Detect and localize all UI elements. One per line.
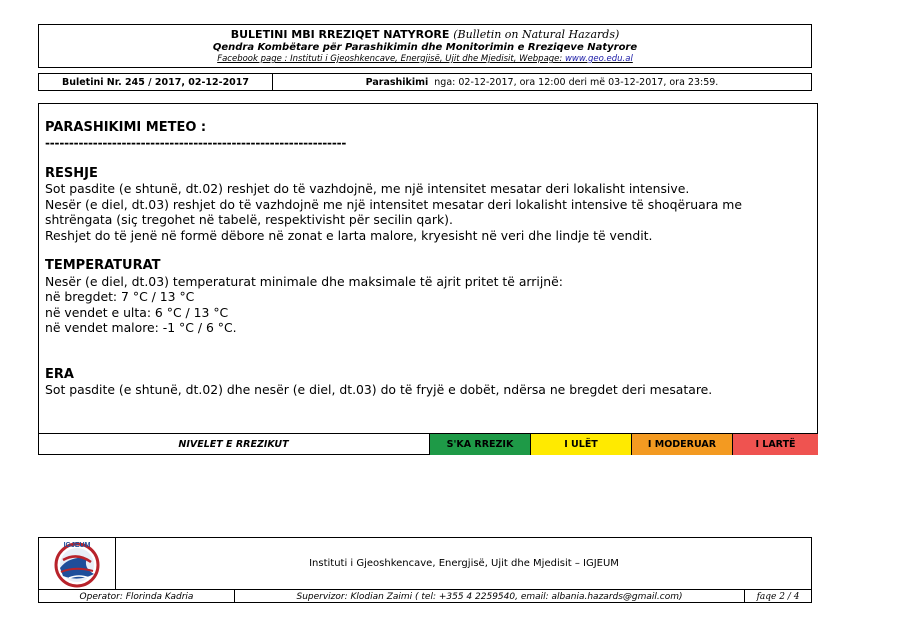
header-title-line — [39, 28, 811, 41]
igjeum-logo — [39, 538, 116, 589]
reshje-line-2: Nesër (e diel, dt.03) reshjet do të vazhdojnë me një intensitet mesatar deri lokalisht intensive të shoqëruara me — [45, 196, 742, 212]
era-line-1: Sot pasdite (e shtunë, dt.02) dhe nesër (e diel, dt.03) do të fryjë e dobët, ndërsa ne bregdet deri mesatare. — [45, 382, 713, 397]
forecast-period — [273, 74, 811, 90]
footer-operator: Operator: Florinda Kadria — [39, 590, 235, 603]
meteo-heading: PARASHIKIMI METEO : — [45, 120, 207, 135]
risk-level-high: I LARTË — [733, 434, 818, 455]
header-subtitle: (Bulletin on Natural Hazards) — [453, 28, 620, 41]
temperaturat-line-4: në vendet malore: -1 °C / 6 °C. — [45, 320, 237, 335]
reshje-title: RESHJE — [45, 165, 98, 181]
section-temperaturat — [45, 258, 809, 336]
footer-organization: Instituti i Gjeoshkencave, Energjisë, Ujit dhe Mjedisit – IGJEUM — [309, 558, 619, 569]
forecast-text: nga: 02-12-2017, ora 12:00 deri më 03-12-2017, ora 23:59. — [434, 76, 719, 88]
meteo-forecast-box — [38, 103, 818, 455]
footer-page-number: faqe 2 / 4 — [756, 591, 800, 602]
bulletin-footer — [38, 537, 812, 603]
risk-level-none: S'KA RREZIK — [430, 434, 531, 455]
bulletin-info-row — [38, 73, 812, 91]
webpage-link[interactable]: www.geo.edu.al — [564, 54, 633, 64]
facebook-text: Facebook page : Instituti i Gjeoshkencave, Energjisë, Ujit dhe Mjedisit, Webpage: — [217, 54, 565, 64]
header-links — [39, 54, 811, 64]
meteo-content — [45, 120, 809, 398]
temperaturat-title: TEMPERATURAT — [45, 258, 161, 273]
era-title: ERA — [45, 366, 74, 382]
bulletin-header — [38, 24, 812, 68]
risk-level-moderate: I MODERUAR — [632, 434, 733, 455]
meteo-divider: --------------------------------------------------------------- — [45, 135, 347, 150]
temperaturat-line-1: Nesër (e diel, dt.03) temperaturat minimale dhe maksimale të ajrit pritet të arrijnë: — [45, 273, 563, 289]
temperaturat-line-3: në vendet e ulta: 6 °C / 13 °C — [45, 304, 229, 320]
footer-credits-row — [39, 589, 811, 603]
temperaturat-line-2: në bregdet: 7 °C / 13 °C — [45, 289, 195, 304]
header-institution: Qendra Kombëtare për Parashikimin dhe Monitorimin e Rreziqeve Natyrore — [212, 42, 638, 53]
reshje-line-4: Reshjet do të jenë në formë dëbore në zonat e larta malore, kryesisht në veri dhe lindje të vendit. — [45, 227, 653, 243]
forecast-label: Parashikimi — [365, 76, 429, 88]
section-era — [45, 367, 809, 398]
reshje-line-3: shtrëngata (siç tregohet në tabelë, respektivisht për secilin qark). — [45, 212, 453, 227]
risk-levels-bar — [38, 433, 818, 455]
igjeum-logo-icon — [39, 538, 116, 589]
section-reshje — [45, 166, 809, 244]
risk-levels-label: NIVELET E RREZIKUT — [38, 434, 430, 455]
bulletin-number: Buletini Nr. 245 / 2017, 02-12-2017 — [39, 74, 273, 90]
logo-text: IGJEUM — [63, 542, 91, 549]
header-title: BULETINI MBI RREZIQET NATYRORE — [230, 28, 450, 41]
footer-supervisor: Supervizor: Klodian Zaimi ( tel: +355 4 2259540, email: albania.hazards@gmail.com) — [235, 590, 745, 603]
risk-level-low: I ULËT — [531, 434, 632, 455]
reshje-line-1: Sot pasdite (e shtunë, dt.02) reshjet do të vazhdojnë, me një intensitet mesatar deri lokalisht intensive. — [45, 181, 690, 196]
